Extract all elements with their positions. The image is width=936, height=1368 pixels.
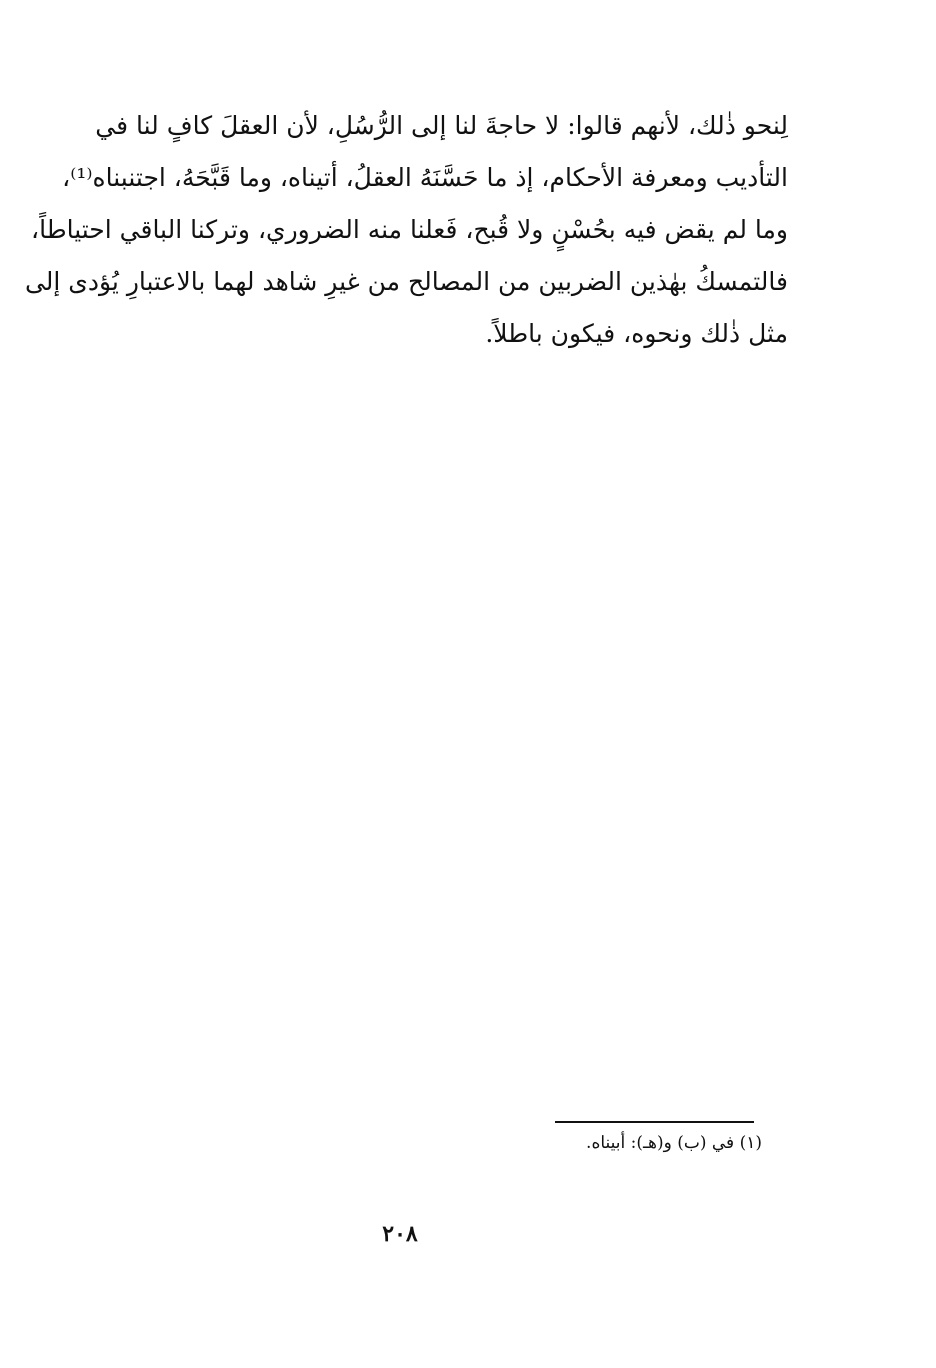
body-line-3: وما لم يقض فيه بحُسْنٍ ولا قُبح، فَعلنا منه الضروري، وتركنا الباقي احتياطاً، [31, 215, 788, 244]
page-number: ٢٠٨ [382, 1221, 418, 1247]
footnote: (١) في (ب) و(هـ): أبيناه. [586, 1133, 762, 1153]
body-line-5: مثل ذٰلك ونحوه، فيكون باطلاً. [485, 319, 788, 348]
body-line-4: فالتمسكُ بهٰذين الضربين من المصالح من غيرِ شاهد لهما بالاعتبارِ يُؤدى إلى [24, 267, 788, 296]
body-paragraph [24, 100, 788, 360]
footnote-divider [555, 1121, 754, 1123]
body-line-2: التأديب ومعرفة الأحكام، إذ ما حَسَّنَهُ العقلُ، أتيناه، وما قَبَّحَهُ، اجتنبناه⁽¹⁾، [62, 163, 788, 192]
body-line-1: لِنحو ذٰلك، لأنهم قالوا: لا حاجةَ لنا إلى الرُّسُلِ، لأن العقلَ كافٍ لنا في [95, 111, 788, 140]
